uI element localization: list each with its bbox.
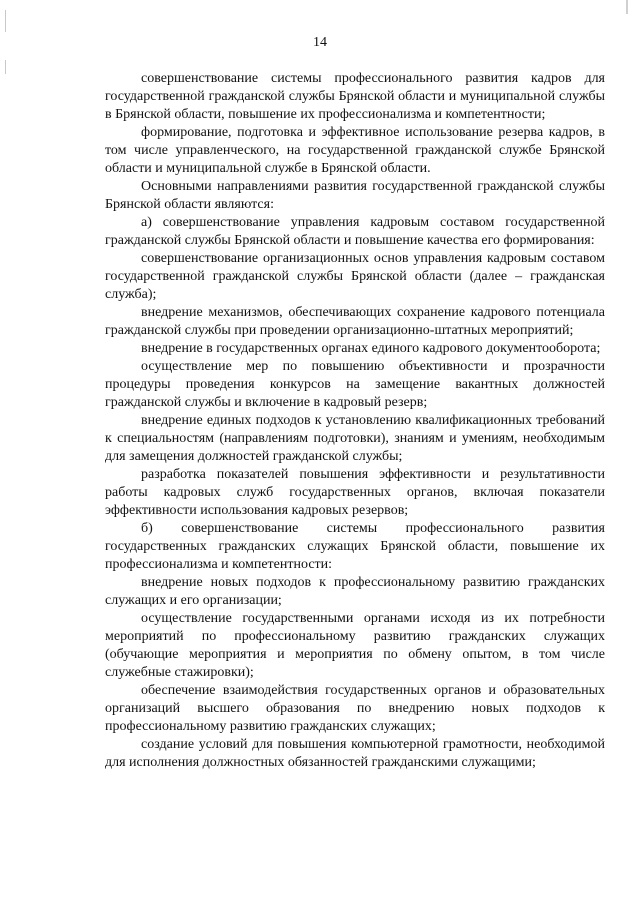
body-text (105, 70, 605, 772)
page-number: 14 (313, 35, 327, 50)
paragraph: внедрение в государственных органах единого кадрового документооборота; (141, 341, 601, 356)
paragraph: формирование, подготовка и эффективное использование резерва кадров, в том числе управленческого, на государственной гражданской службе Брянской области и муниципальной службе в Брянской области. (105, 125, 605, 176)
paragraph: обеспечение взаимодействия государственных органов и образовательных организаций высшего образования по внедрению новых подходов к профессиональному развитию гражданских служащих; (105, 683, 605, 734)
paragraph: внедрение единых подходов к установлению квалификационных требований к специальностям (направлениям подготовки), знаниям и умениям, необходимым для замещения должностей гражданской службы; (105, 413, 605, 464)
paragraph: внедрение новых подходов к профессиональному развитию гражданских служащих и его организации; (105, 575, 605, 608)
scan-margin-mark (5, 10, 6, 32)
paragraph: Основными направлениями развития государственной гражданской службы Брянской области являются: (105, 179, 605, 212)
paragraph: совершенствование организационных основ управления кадровым составом государственной гражданской службы Брянской области (далее – гражданская служба); (105, 251, 605, 302)
scan-corner-mark (626, 0, 628, 14)
paragraph: внедрение механизмов, обеспечивающих сохранение кадрового потенциала гражданской службы при проведении организационно-штатных мероприятий; (105, 305, 605, 338)
scan-margin-mark (5, 60, 6, 74)
paragraph: осуществление государственными органами исходя из их потребности мероприятий по профессиональному развитию гражданских служащих (обучающие мероприятия и мероприятия по обмену опытом, в том числе служебные стажировки); (105, 611, 605, 680)
paragraph: б) совершенствование системы профессионального развития государственных гражданских служащих Брянской области, повышение их профессионализма и компетентности: (105, 521, 605, 572)
paragraph: совершенствование системы профессионального развития кадров для государственной гражданской службы Брянской области и муниципальной службы в Брянской области, повышение их профессионализма и компетентности; (105, 71, 605, 122)
paragraph: разработка показателей повышения эффективности и результативности работы кадровых служб государственных органов, включая показатели эффективности использования кадровых резервов; (105, 467, 605, 518)
paragraph: создание условий для повышения компьютерной грамотности, необходимой для исполнения должностных обязанностей гражданскими служащими; (105, 737, 605, 770)
paragraph: а) совершенствование управления кадровым составом государственной гражданской службы Брянской области и повышение качества его формирования: (105, 215, 605, 248)
paragraph: осуществление мер по повышению объективности и прозрачности процедуры проведения конкурсов на замещение вакантных должностей гражданской службы и включение в кадровый резерв; (105, 359, 605, 410)
